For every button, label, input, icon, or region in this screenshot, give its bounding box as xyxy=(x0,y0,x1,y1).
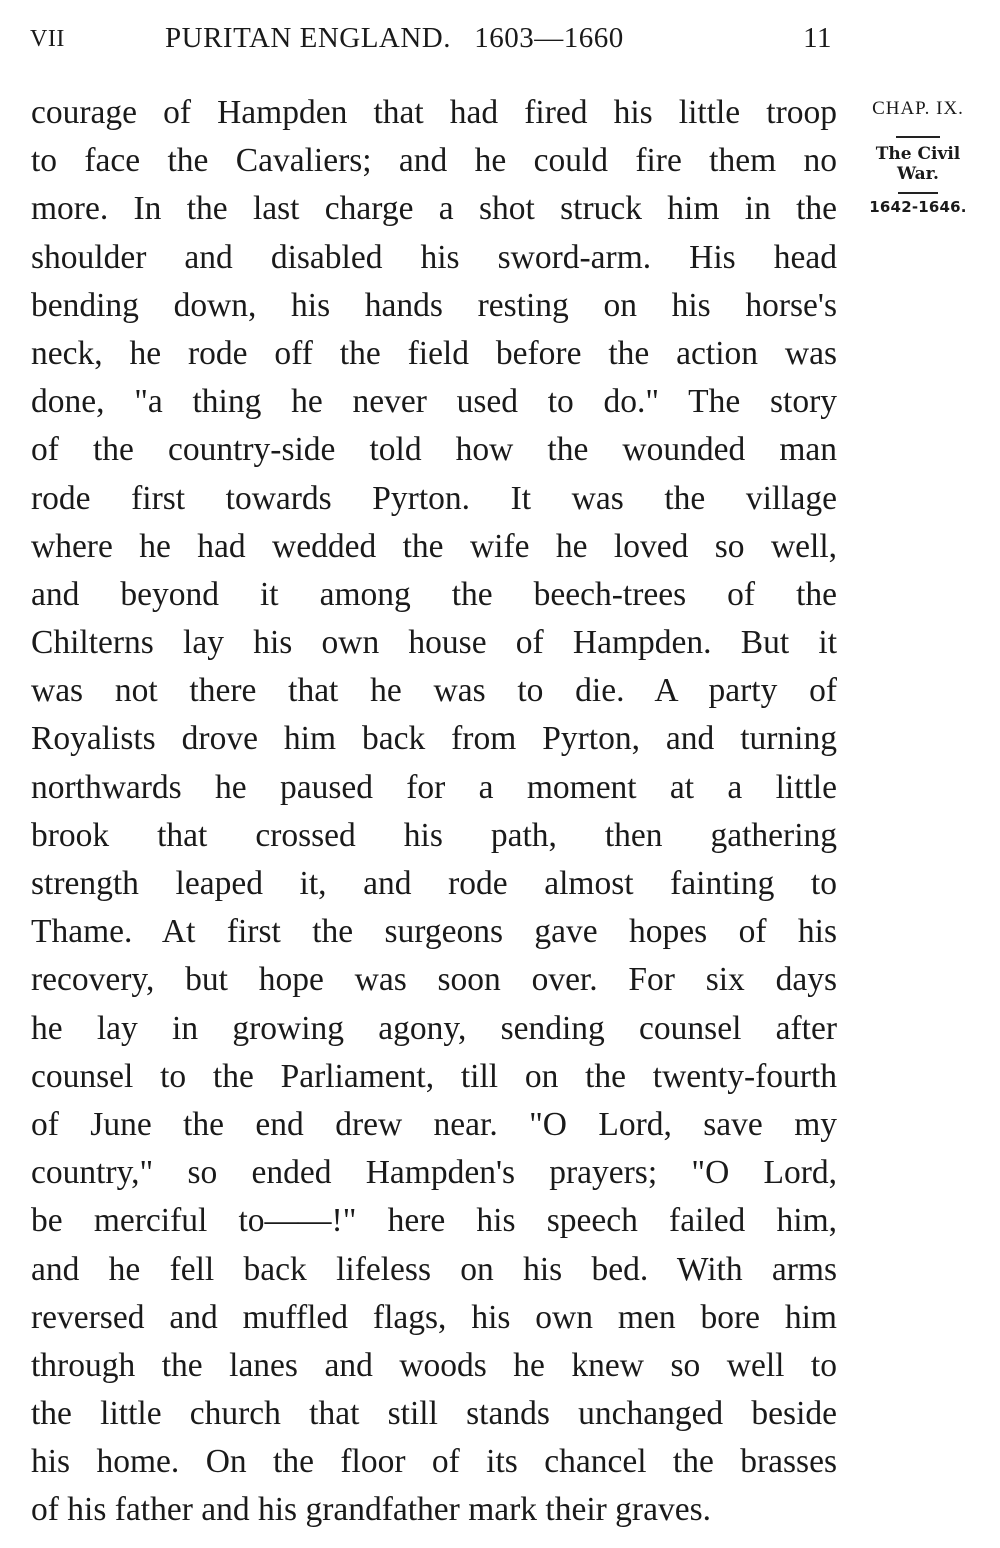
text-line: of his father and his grandfather mark their graves. xyxy=(31,1491,711,1529)
text-line: was not there that he was to die. A party of xyxy=(31,672,837,710)
text-line: country," so ended Hampden's prayers; "O Lord, xyxy=(31,1154,837,1192)
margin-notes xyxy=(855,98,981,216)
margin-chapter: CHAP. IX. xyxy=(872,98,964,119)
text-line: done, "a thing he never used to do." The story xyxy=(31,383,837,421)
text-line: of June the end drew near. "O Lord, save my xyxy=(31,1105,837,1143)
text-line: more. In the last charge a shot struck him in the xyxy=(31,190,837,228)
body-text xyxy=(31,89,837,1535)
text-line: he lay in growing agony, sending counsel after xyxy=(31,1009,837,1047)
margin-section-line-2: War. xyxy=(897,164,939,184)
text-line: the little church that still stands unchanged beside xyxy=(31,1395,837,1433)
text-line: recovery, but hope was soon over. For six days xyxy=(31,961,837,999)
header-chapter: VII xyxy=(30,26,65,52)
text-line: bending down, his hands resting on his horse's xyxy=(31,286,837,324)
margin-rule xyxy=(898,192,938,194)
text-line: where he had wedded the wife he loved so well, xyxy=(31,527,837,565)
text-line: shoulder and disabled his sword-arm. His head xyxy=(31,238,837,276)
text-line: northwards he paused for a moment at a little xyxy=(31,768,837,806)
text-line: of the country-side told how the wounded man xyxy=(31,431,837,469)
text-line: to face the Cavaliers; and he could fire them no xyxy=(31,142,837,180)
text-line: Thame. At first the surgeons gave hopes of his xyxy=(31,913,837,951)
text-line: courage of Hampden that had fired his little troop xyxy=(31,94,837,131)
text-line: reversed and muffled flags, his own men bore him xyxy=(31,1298,837,1336)
margin-rule xyxy=(896,136,940,138)
text-line: be merciful to——!" here his speech failed him, xyxy=(31,1202,837,1240)
text-line: strength leaped it, and rode almost fainting to xyxy=(31,865,837,902)
text-line: his home. On the floor of its chancel the brasses xyxy=(31,1443,837,1481)
text-line: neck, he rode off the field before the action was xyxy=(31,334,837,372)
running-header xyxy=(30,22,840,56)
text-line: brook that crossed his path, then gathering xyxy=(31,816,837,854)
text-line: Chilterns lay his own house of Hampden. But it xyxy=(31,624,837,662)
text-line: through the lanes and woods he knew so well to xyxy=(31,1346,837,1384)
margin-section-title xyxy=(855,144,981,184)
page-number: 11 xyxy=(803,22,832,54)
text-line: rode first towards Pyrton. It was the village xyxy=(31,479,837,517)
text-line: and beyond it among the beech-trees of the xyxy=(31,575,837,613)
text-line: counsel to the Parliament, till on the twenty-fourth xyxy=(31,1057,837,1095)
margin-section-line-1: The Civil xyxy=(875,144,961,164)
text-line: Royalists drove him back from Pyrton, and turning xyxy=(31,720,837,758)
margin-dates: 1642-1646. xyxy=(869,198,967,216)
header-title: PURITAN ENGLAND. 1603—1660 xyxy=(165,22,624,54)
text-line: and he fell back lifeless on his bed. With arms xyxy=(31,1250,837,1288)
